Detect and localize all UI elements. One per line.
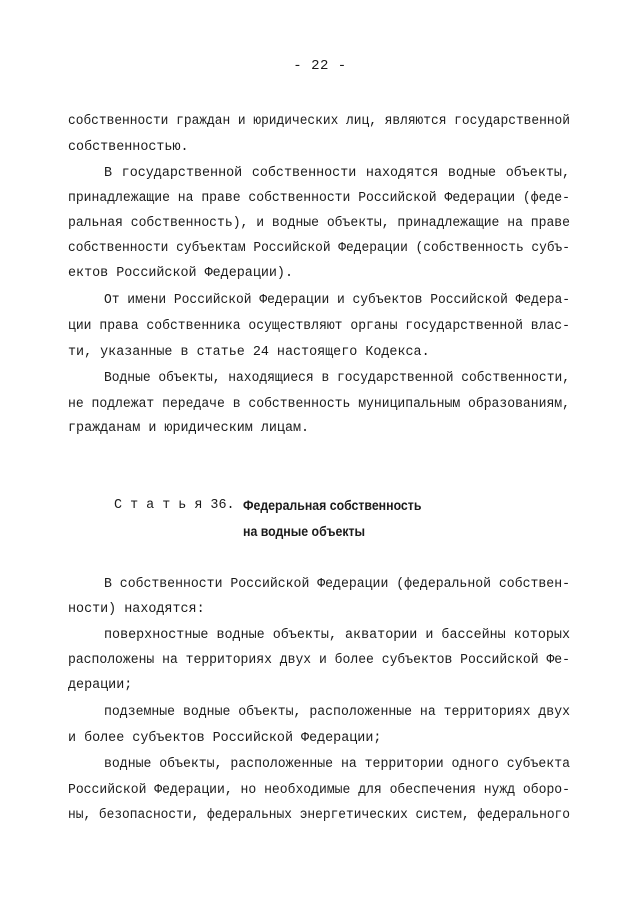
text-line: водные объекты, расположенные на территории одного субъекта	[104, 757, 571, 772]
text-line: В государственной собственности находятся водные объекты,	[104, 166, 570, 181]
article-title: Федеральная собственность	[243, 498, 422, 513]
text-line: ции права собственника осуществляют органы государственной влас-	[68, 319, 571, 334]
text-line: ны, безопасности, федеральных энергетических систем, федерального	[68, 808, 571, 823]
text-line: дерации;	[68, 678, 133, 693]
article-label: С т а т ь я 36.	[114, 498, 235, 513]
page-number: - 22 -	[293, 58, 347, 74]
text-line: ральная собственность), и водные объекты, принадлежащие на праве	[68, 216, 571, 231]
text-line: не подлежат передаче в собственность муниципальным образованиям,	[68, 397, 571, 412]
text-line: ти, указанные в статье 24 настоящего Кодекса.	[68, 345, 430, 360]
text-line: ектов Российской Федерации).	[68, 266, 293, 281]
text-line: Водные объекты, находящиеся в государственной собственности,	[104, 371, 571, 386]
article-title-continued: на водные объекты	[243, 524, 366, 539]
text-line: ности) находятся:	[68, 602, 205, 617]
text-line: Российской Федерации, но необходимые для обеспечения нужд оборо-	[68, 783, 571, 798]
text-line: принадлежащие на праве собственности Российской Федерации (феде-	[68, 191, 571, 206]
text-line: и более субъектов Российской Федерации;	[68, 731, 382, 746]
text-line: собственности граждан и юридических лиц, являются государственной	[68, 114, 571, 129]
text-line: От имени Российской Федерации и субъектов Российской Федера-	[104, 293, 571, 308]
text-line: подземные водные объекты, расположенные на территориях двух	[104, 705, 571, 720]
text-line: В собственности Российской Федерации (федеральной собствен-	[104, 577, 571, 592]
text-line: собственностью.	[68, 140, 189, 155]
text-line: поверхностные водные объекты, акватории и бассейны которых	[104, 628, 570, 643]
text-line: гражданам и юридическим лицам.	[68, 421, 310, 436]
text-line: собственности субъектам Российской Федерации (собственность субъ-	[68, 241, 571, 256]
text-line: расположены на территориях двух и более субъектов Российской Фе-	[68, 653, 571, 668]
